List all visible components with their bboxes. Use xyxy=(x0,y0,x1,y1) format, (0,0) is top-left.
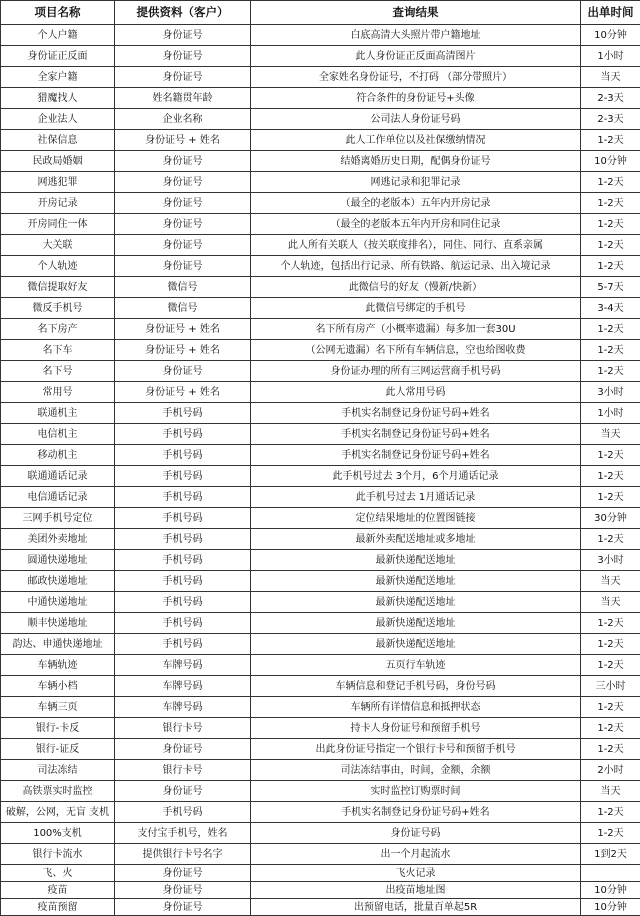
cell-item-name: 电信通话记录 xyxy=(1,487,115,508)
cell-turnaround-time: 1-2天 xyxy=(581,802,640,823)
table-row xyxy=(1,214,640,235)
cell-turnaround-time: 3-4天 xyxy=(581,298,640,319)
cell-query-result: 公司法人身份证号码 xyxy=(251,109,581,130)
cell-item-name: 网逃犯罪 xyxy=(1,172,115,193)
cell-query-result: 手机实名制登记身份证号码+姓名 xyxy=(251,802,581,823)
cell-item-name: 名下房产 xyxy=(1,319,115,340)
cell-query-result: 全家姓名身份证号，不打码 （部分带照片） xyxy=(251,67,581,88)
cell-turnaround-time: 1-2天 xyxy=(581,697,640,718)
cell-item-name: 名下车 xyxy=(1,340,115,361)
cell-item-name: 破解，公网，无盲 支机 xyxy=(1,802,115,823)
cell-query-result: 个人轨迹，包括出行记录、所有铁路、航运记录、出入境记录 xyxy=(251,256,581,277)
cell-query-result: （最全的老版本五年内开房和同住记录 xyxy=(251,214,581,235)
cell-query-result: 最新快递配送地址 xyxy=(251,550,581,571)
table-row xyxy=(1,882,640,899)
cell-provided-info: 车牌号码 xyxy=(115,655,251,676)
cell-item-name: 个人轨迹 xyxy=(1,256,115,277)
table-header-row xyxy=(1,1,640,25)
cell-query-result: 出此身份证号指定一个银行卡号和预留手机号 xyxy=(251,739,581,760)
cell-item-name: 企业法人 xyxy=(1,109,115,130)
cell-provided-info: 手机号码 xyxy=(115,403,251,424)
table-row xyxy=(1,802,640,823)
cell-query-result: 名下所有房产（小概率遗漏）每多加一套30U xyxy=(251,319,581,340)
cell-turnaround-time: 1-2天 xyxy=(581,655,640,676)
cell-item-name: 电信机主 xyxy=(1,424,115,445)
cell-query-result: 出一个月起流水 xyxy=(251,844,581,865)
cell-query-result: （最全的老版本）五年内开房记录 xyxy=(251,193,581,214)
cell-provided-info: 手机号码 xyxy=(115,466,251,487)
cell-query-result: （公网无遗漏）名下所有车辆信息，空也给图收费 xyxy=(251,340,581,361)
cell-provided-info: 身份证号 xyxy=(115,214,251,235)
table-row xyxy=(1,25,640,46)
cell-provided-info: 手机号码 xyxy=(115,508,251,529)
table-row xyxy=(1,634,640,655)
cell-item-name: 银行-证反 xyxy=(1,739,115,760)
cell-provided-info: 身份证号 xyxy=(115,25,251,46)
table-row xyxy=(1,193,640,214)
cell-turnaround-time: 当天 xyxy=(581,592,640,613)
cell-query-result: 手机实名制登记身份证号码+姓名 xyxy=(251,403,581,424)
cell-item-name: 中通快递地址 xyxy=(1,592,115,613)
cell-item-name: 车辆小档 xyxy=(1,676,115,697)
cell-item-name: 微信提取好友 xyxy=(1,277,115,298)
cell-item-name: 联通通话记录 xyxy=(1,466,115,487)
cell-item-name: 常用号 xyxy=(1,382,115,403)
cell-turnaround-time: 1-2天 xyxy=(581,823,640,844)
cell-turnaround-time: 当天 xyxy=(581,571,640,592)
cell-provided-info: 身份证号 xyxy=(115,865,251,882)
cell-query-result: 最新快递配送地址 xyxy=(251,571,581,592)
cell-provided-info: 企业名称 xyxy=(115,109,251,130)
cell-item-name: 银行卡流水 xyxy=(1,844,115,865)
cell-query-result: 此人工作单位以及社保缴纳情况 xyxy=(251,130,581,151)
cell-turnaround-time: 1-2天 xyxy=(581,445,640,466)
cell-provided-info: 手机号码 xyxy=(115,487,251,508)
table-row xyxy=(1,340,640,361)
cell-provided-info: 微信号 xyxy=(115,298,251,319)
cell-turnaround-time: 1-2天 xyxy=(581,361,640,382)
cell-provided-info: 身份证号 + 姓名 xyxy=(115,340,251,361)
cell-turnaround-time: 1-2天 xyxy=(581,340,640,361)
header-item-name: 项目名称 xyxy=(1,1,115,25)
cell-provided-info: 手机号码 xyxy=(115,571,251,592)
cell-query-result: 此微信号的好友（慢新/快新） xyxy=(251,277,581,298)
table-row xyxy=(1,613,640,634)
cell-item-name: 全家户籍 xyxy=(1,67,115,88)
cell-provided-info: 身份证号 xyxy=(115,899,251,916)
cell-item-name: 银行-卡反 xyxy=(1,718,115,739)
cell-provided-info: 身份证号 xyxy=(115,193,251,214)
table-row xyxy=(1,571,640,592)
table-row xyxy=(1,298,640,319)
cell-query-result: 定位结果地址的位置图链接 xyxy=(251,508,581,529)
cell-turnaround-time: 30分钟 xyxy=(581,508,640,529)
table-row xyxy=(1,508,640,529)
cell-item-name: 疫苗预留 xyxy=(1,899,115,916)
cell-query-result: 结婚离婚历史日期，配偶身份证号 xyxy=(251,151,581,172)
cell-provided-info: 身份证号 xyxy=(115,67,251,88)
table-row xyxy=(1,151,640,172)
cell-query-result: 车辆信息和登记手机号码，身份号码 xyxy=(251,676,581,697)
cell-turnaround-time: 1-2天 xyxy=(581,529,640,550)
table-row xyxy=(1,424,640,445)
cell-item-name: 三网手机号定位 xyxy=(1,508,115,529)
cell-item-name: 司法冻结 xyxy=(1,760,115,781)
table-row xyxy=(1,361,640,382)
cell-turnaround-time: 1-2天 xyxy=(581,466,640,487)
cell-item-name: 邮政快递地址 xyxy=(1,571,115,592)
cell-provided-info: 手机号码 xyxy=(115,634,251,655)
cell-turnaround-time: 1小时 xyxy=(581,46,640,67)
cell-query-result: 手机实名制登记身份证号码+姓名 xyxy=(251,424,581,445)
cell-query-result: 白底高清大头照片带户籍地址 xyxy=(251,25,581,46)
cell-item-name: 车辆三页 xyxy=(1,697,115,718)
cell-provided-info: 身份证号 xyxy=(115,235,251,256)
cell-item-name: 猎魔找人 xyxy=(1,88,115,109)
cell-item-name: 开房记录 xyxy=(1,193,115,214)
cell-query-result: 身份证办理的所有三网运营商手机号码 xyxy=(251,361,581,382)
table-row xyxy=(1,67,640,88)
cell-provided-info: 身份证号 xyxy=(115,781,251,802)
table-row xyxy=(1,865,640,882)
cell-turnaround-time: 1-2天 xyxy=(581,319,640,340)
cell-query-result: 最新快递配送地址 xyxy=(251,613,581,634)
cell-provided-info: 身份证号 xyxy=(115,256,251,277)
cell-query-result: 司法冻结事由，时间，金额，余额 xyxy=(251,760,581,781)
cell-query-result: 此手机号过去 1月通话记录 xyxy=(251,487,581,508)
table-row xyxy=(1,550,640,571)
cell-provided-info: 身份证号 + 姓名 xyxy=(115,130,251,151)
cell-query-result: 出疫苗地址图 xyxy=(251,882,581,899)
table-row xyxy=(1,718,640,739)
table-row xyxy=(1,382,640,403)
cell-provided-info: 银行卡号 xyxy=(115,718,251,739)
cell-turnaround-time: 3小时 xyxy=(581,382,640,403)
table-row xyxy=(1,781,640,802)
cell-item-name: 100%支机 xyxy=(1,823,115,844)
table-row xyxy=(1,277,640,298)
cell-query-result: 出预留电话，批量百单起5R xyxy=(251,899,581,916)
table-row xyxy=(1,403,640,424)
cell-item-name: 大关联 xyxy=(1,235,115,256)
table-row xyxy=(1,655,640,676)
cell-provided-info: 身份证号 + 姓名 xyxy=(115,319,251,340)
table-row xyxy=(1,235,640,256)
cell-provided-info: 提供银行卡号名字 xyxy=(115,844,251,865)
cell-turnaround-time: 10分钟 xyxy=(581,882,640,899)
cell-turnaround-time: 当天 xyxy=(581,781,640,802)
cell-provided-info: 微信号 xyxy=(115,277,251,298)
cell-item-name: 移动机主 xyxy=(1,445,115,466)
cell-query-result: 手机实名制登记身份证号码+姓名 xyxy=(251,445,581,466)
cell-item-name: 美团外卖地址 xyxy=(1,529,115,550)
cell-turnaround-time: 当天 xyxy=(581,424,640,445)
cell-item-name: 圆通快递地址 xyxy=(1,550,115,571)
cell-turnaround-time: 5-7天 xyxy=(581,277,640,298)
cell-item-name: 个人户籍 xyxy=(1,25,115,46)
cell-turnaround-time: 1-2天 xyxy=(581,634,640,655)
cell-turnaround-time xyxy=(581,865,640,882)
cell-item-name: 社保信息 xyxy=(1,130,115,151)
cell-turnaround-time: 1-2天 xyxy=(581,235,640,256)
cell-query-result: 最新外卖配送地址或多地址 xyxy=(251,529,581,550)
cell-item-name: 韵达、申通快递地址 xyxy=(1,634,115,655)
cell-item-name: 开房同住一体 xyxy=(1,214,115,235)
table-row xyxy=(1,172,640,193)
cell-query-result: 持卡人身份证号和预留手机号 xyxy=(251,718,581,739)
cell-item-name: 车辆轨迹 xyxy=(1,655,115,676)
table-row xyxy=(1,676,640,697)
table-row xyxy=(1,760,640,781)
table-row xyxy=(1,899,640,916)
cell-provided-info: 身份证号 xyxy=(115,46,251,67)
cell-turnaround-time: 2-3天 xyxy=(581,88,640,109)
table-row xyxy=(1,592,640,613)
table-row xyxy=(1,739,640,760)
table-row xyxy=(1,844,640,865)
cell-item-name: 民政局婚姻 xyxy=(1,151,115,172)
header-turnaround-time: 出单时间 xyxy=(581,1,640,25)
cell-turnaround-time: 1小时 xyxy=(581,403,640,424)
cell-provided-info: 身份证号 xyxy=(115,882,251,899)
cell-provided-info: 手机号码 xyxy=(115,529,251,550)
cell-query-result: 车辆所有详情信息和抵押状态 xyxy=(251,697,581,718)
table-row xyxy=(1,487,640,508)
cell-query-result: 五页行车轨迹 xyxy=(251,655,581,676)
cell-provided-info: 车牌号码 xyxy=(115,697,251,718)
cell-turnaround-time: 10分钟 xyxy=(581,151,640,172)
cell-provided-info: 银行卡号 xyxy=(115,760,251,781)
cell-turnaround-time: 2-3天 xyxy=(581,109,640,130)
table-row xyxy=(1,529,640,550)
cell-provided-info: 手机号码 xyxy=(115,613,251,634)
cell-provided-info: 手机号码 xyxy=(115,592,251,613)
cell-query-result: 飞火记录 xyxy=(251,865,581,882)
cell-provided-info: 身份证号 xyxy=(115,361,251,382)
cell-query-result: 此人身份证正反面高清图片 xyxy=(251,46,581,67)
cell-query-result: 符合条件的身份证号+头像 xyxy=(251,88,581,109)
cell-query-result: 此人所有关联人（按关联度排名），同住、同行、直系亲属 xyxy=(251,235,581,256)
header-query-result: 查询结果 xyxy=(251,1,581,25)
cell-item-name: 飞、火 xyxy=(1,865,115,882)
cell-turnaround-time: 1到2天 xyxy=(581,844,640,865)
cell-turnaround-time: 1-2天 xyxy=(581,193,640,214)
cell-turnaround-time: 1-2天 xyxy=(581,172,640,193)
cell-turnaround-time: 1-2天 xyxy=(581,487,640,508)
table-body xyxy=(1,25,640,916)
cell-turnaround-time: 1-2天 xyxy=(581,130,640,151)
table-row xyxy=(1,130,640,151)
cell-provided-info: 身份证号 xyxy=(115,151,251,172)
cell-query-result: 此人常用号码 xyxy=(251,382,581,403)
cell-query-result: 此微信号绑定的手机号 xyxy=(251,298,581,319)
cell-turnaround-time: 2小时 xyxy=(581,760,640,781)
cell-item-name: 联通机主 xyxy=(1,403,115,424)
cell-turnaround-time: 当天 xyxy=(581,67,640,88)
cell-item-name: 高铁票实时监控 xyxy=(1,781,115,802)
cell-provided-info: 支付宝手机号，姓名 xyxy=(115,823,251,844)
cell-provided-info: 身份证号 + 姓名 xyxy=(115,382,251,403)
cell-item-name: 顺丰快递地址 xyxy=(1,613,115,634)
cell-provided-info: 手机号码 xyxy=(115,550,251,571)
cell-provided-info: 手机号码 xyxy=(115,445,251,466)
cell-query-result: 实时监控订购票时间 xyxy=(251,781,581,802)
cell-provided-info: 手机号码 xyxy=(115,424,251,445)
cell-turnaround-time: 1-2天 xyxy=(581,718,640,739)
cell-item-name: 身份证正反面 xyxy=(1,46,115,67)
cell-query-result: 网逃记录和犯罪记录 xyxy=(251,172,581,193)
cell-query-result: 最新快递配送地址 xyxy=(251,592,581,613)
table-row xyxy=(1,466,640,487)
cell-item-name: 微反手机号 xyxy=(1,298,115,319)
cell-query-result: 身份证号码 xyxy=(251,823,581,844)
table-row xyxy=(1,88,640,109)
cell-item-name: 名下号 xyxy=(1,361,115,382)
cell-turnaround-time: 1-2天 xyxy=(581,256,640,277)
table-row xyxy=(1,46,640,67)
cell-provided-info: 手机号码 xyxy=(115,802,251,823)
table-row xyxy=(1,697,640,718)
header-provided-info: 提供资料（客户） xyxy=(115,1,251,25)
cell-turnaround-time: 10分钟 xyxy=(581,25,640,46)
cell-turnaround-time: 1-2天 xyxy=(581,739,640,760)
table-row xyxy=(1,445,640,466)
cell-turnaround-time: 三小时 xyxy=(581,676,640,697)
cell-turnaround-time: 10分钟 xyxy=(581,899,640,916)
cell-turnaround-time: 3小时 xyxy=(581,550,640,571)
table-row xyxy=(1,319,640,340)
cell-provided-info: 身份证号 xyxy=(115,172,251,193)
cell-provided-info: 身份证号 xyxy=(115,739,251,760)
cell-turnaround-time: 1-2天 xyxy=(581,613,640,634)
cell-provided-info: 车牌号码 xyxy=(115,676,251,697)
cell-query-result: 最新快递配送地址 xyxy=(251,634,581,655)
table-row xyxy=(1,823,640,844)
cell-provided-info: 姓名籍贯年龄 xyxy=(115,88,251,109)
cell-item-name: 疫苗 xyxy=(1,882,115,899)
table-row xyxy=(1,109,640,130)
cell-turnaround-time: 1-2天 xyxy=(581,214,640,235)
cell-query-result: 此手机号过去 3个月，6个月通话记录 xyxy=(251,466,581,487)
table-row xyxy=(1,256,640,277)
